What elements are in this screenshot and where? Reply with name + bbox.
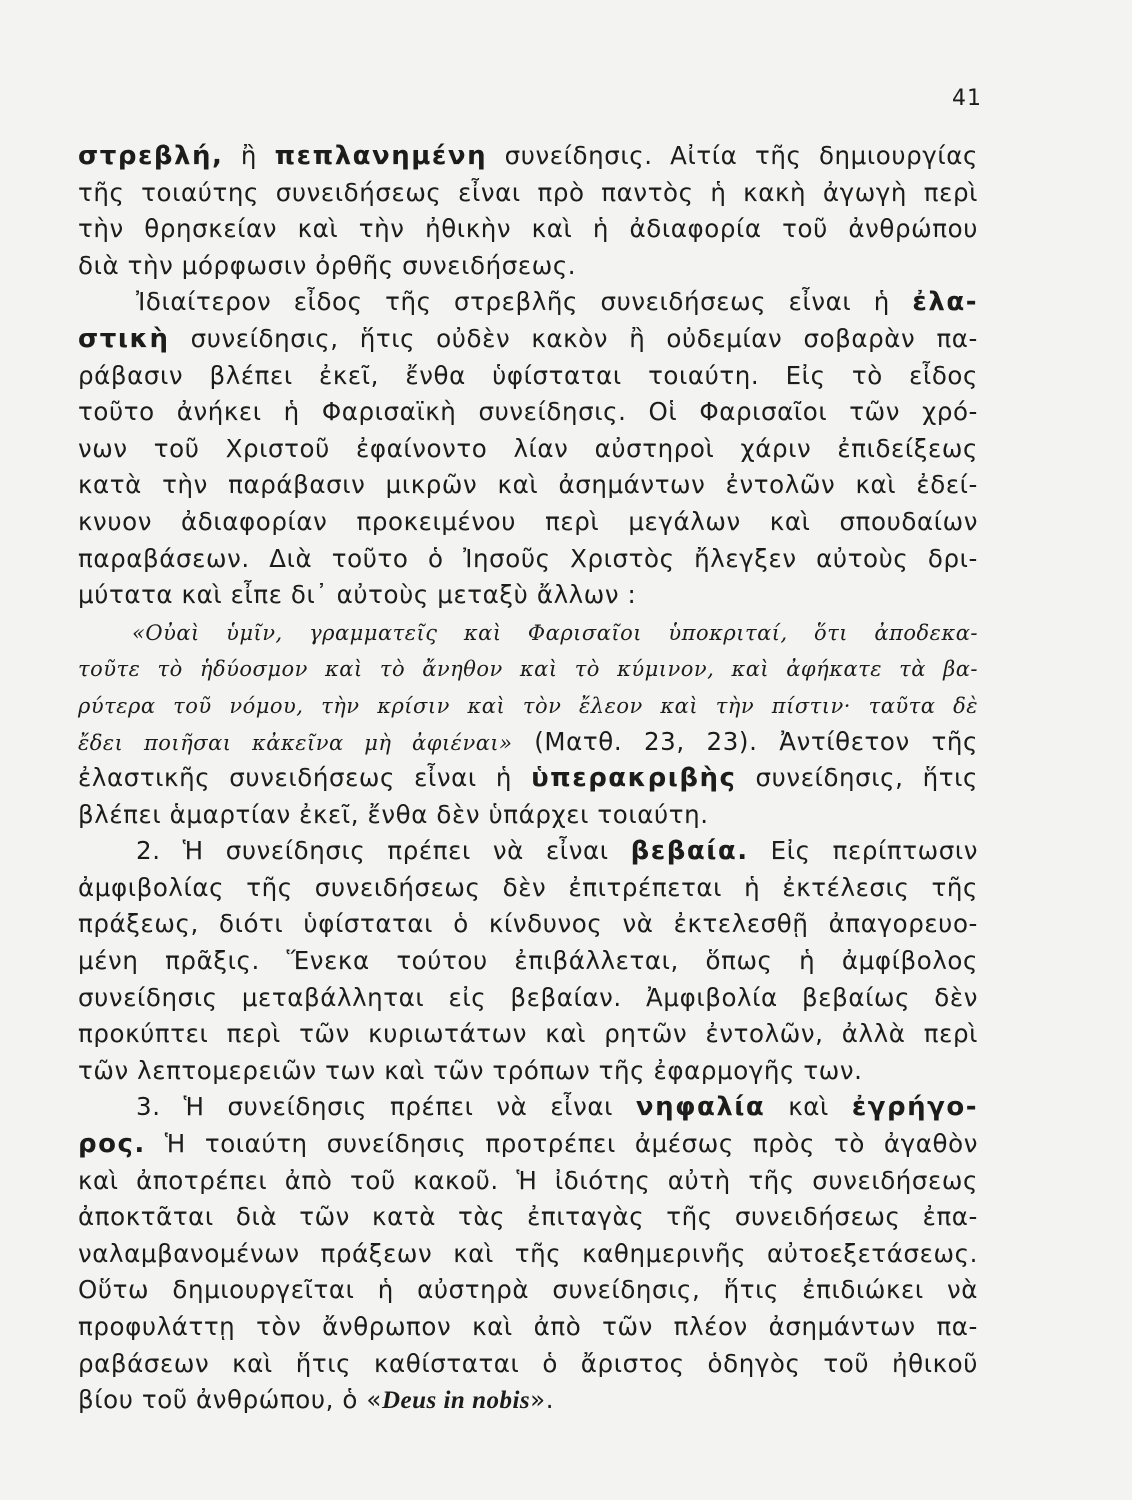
text-span: κνυον ἀδιαφορίαν προκειμένου περὶ μεγάλων καὶ σπουδαίων — [78, 506, 978, 536]
quotation-text: τοῦτε τὸ ἡδύοσμον καὶ τὸ ἄνηθον καὶ τὸ κύμινον, καὶ ἀφήκατε τὰ βα- — [78, 657, 978, 682]
bold-term: ὑπερακριβὴς — [531, 763, 737, 794]
quotation-text: ρύτερα τοῦ νόμου, τὴν κρίσιν καὶ τὸν ἔλεον καὶ τὴν πίστιν· ταῦτα δὲ — [78, 693, 978, 718]
text-line — [78, 1199, 978, 1236]
text-line — [78, 833, 978, 870]
text-line — [78, 358, 978, 395]
text-line — [78, 980, 978, 1017]
body-text — [78, 138, 978, 1419]
text-line — [78, 724, 978, 761]
text-line — [78, 1053, 978, 1090]
quotation-text: ἔδει ποιῆσαι κἀκεῖνα μὴ ἀφιέναι» — [78, 730, 513, 755]
text-line — [78, 248, 978, 285]
text-line — [78, 1309, 978, 1346]
text-line — [78, 431, 978, 468]
text-line — [78, 1236, 978, 1273]
text-span: προφυλάττῃ τὸν ἄνθρωπον καὶ ἀπὸ τῶν πλέον ἀσημάντων πα- — [78, 1312, 978, 1341]
text-span: ἀμφιβολίας τῆς συνειδήσεως δὲν ἐπιτρέπεται ἡ ἐκτέλεσις τῆς — [78, 872, 978, 902]
page-number: 41 — [952, 86, 982, 111]
text-line — [78, 541, 978, 578]
text-span: διὰ τὴν μόρφωσιν ὀρθῆς συνειδήσεως. — [78, 250, 577, 280]
text-span: 2. Ἡ συνείδησις πρέπει νὰ εἶναι — [136, 836, 631, 866]
text-line — [78, 1382, 978, 1419]
text-span: 3. Ἡ συνείδησις πρέπει νὰ εἶναι — [136, 1092, 636, 1122]
text-line — [78, 906, 978, 943]
text-line — [78, 870, 978, 907]
text-line — [78, 1163, 978, 1200]
bold-term: νηφαλία — [635, 1092, 766, 1123]
latin-phrase: Deus in nobis — [381, 1387, 531, 1415]
text-span: Οὕτω δημιουργεῖται ἡ αὐστηρὰ συνείδησις, ἥτις ἐπιδιώκει νὰ — [78, 1275, 978, 1305]
text-span: μένη πρᾶξις. Ἕνεκα τούτου ἐπιβάλλεται, ὅπως ἡ ἀμφίβολος — [78, 946, 978, 976]
text-span: συνείδησις. Αἰτία τῆς δημιουργίας — [487, 141, 978, 170]
text-line — [78, 467, 978, 504]
text-span: ναλαμβανομένων πράξεων καὶ τῆς καθημερινῆς αὐτοεξετάσεως. — [78, 1238, 978, 1268]
text-span: τὴν θρησκείαν καὶ τὴν ἠθικὴν καὶ ἡ ἀδιαφορία τοῦ ἀνθρώπου — [78, 214, 978, 244]
bold-term: στρεβλή, — [78, 141, 224, 171]
text-span: πράξεως, διότι ὑφίσταται ὁ κίνδυνος νὰ ἐκτελεσθῇ ἀπαγορευο- — [78, 909, 978, 939]
text-span: συνείδησις, ἥτις οὐδὲν κακὸν ἢ οὐδεμίαν σοβαρὰν πα- — [169, 323, 978, 353]
text-span: ἐλαστικῆς συνειδήσεως εἶναι ἡ — [78, 763, 532, 793]
text-span: (Ματθ. 23, 23). Ἀντίθετον τῆς — [512, 726, 978, 756]
text-line — [78, 687, 978, 724]
text-line — [78, 577, 978, 614]
text-span: συνείδησις, ἥτις — [736, 763, 978, 793]
text-span: τῆς τοιαύτης συνειδήσεως εἶναι πρὸ παντὸς ἡ κακὴ ἀγωγὴ περὶ — [78, 177, 978, 207]
text-span: ». — [530, 1385, 555, 1415]
quotation-text: «Οὐαὶ ὑμῖν, γραμματεῖς καὶ Φαρισαῖοι ὑποκριταί, ὅτι ἀποδεκα- — [132, 620, 978, 645]
text-span: βλέπει ἁμαρτίαν ἐκεῖ, ἔνθα δὲν ὑπάρχει τοιαύτη. — [78, 799, 709, 829]
text-line — [78, 943, 978, 980]
text-span: ἢ — [223, 141, 275, 170]
text-span: βίου τοῦ ἀνθρώπου, ὁ « — [78, 1385, 382, 1415]
text-line — [78, 504, 978, 541]
bold-term: πεπλανημένη — [274, 141, 488, 171]
text-span: τῶν λεπτομερειῶν των καὶ τῶν τρόπων τῆς ἐφαρμογῆς των. — [78, 1055, 863, 1085]
text-line — [78, 1126, 978, 1163]
text-span: Ἰδιαίτερον εἶδος τῆς στρεβλῆς συνειδήσεως εἶναι ἡ — [136, 287, 913, 317]
text-span: νων τοῦ Χριστοῦ ἐφαίνοντο λίαν αὐστηροὶ χάριν ἐπιδείξεως — [78, 433, 978, 463]
text-line — [78, 797, 978, 834]
text-line — [78, 760, 978, 797]
text-span: προκύπτει περὶ τῶν κυριωτάτων καὶ ρητῶν ἐντολῶν, ἀλλὰ περὶ — [78, 1019, 978, 1049]
text-line — [78, 138, 978, 175]
bold-term: στικὴ — [78, 323, 170, 354]
text-line — [78, 211, 978, 248]
text-span: Εἰς περίπτωσιν — [748, 836, 978, 866]
text-span: τοῦτο ἀνήκει ἡ Φαρισαϊκὴ συνείδησις. Οἱ Φαρισαῖοι τῶν χρό- — [78, 397, 978, 427]
text-line — [78, 1016, 978, 1053]
text-line — [78, 284, 978, 321]
text-span: ραβάσεων καὶ ἥτις καθίσταται ὁ ἄριστος ὁδηγὸς τοῦ ἠθικοῦ — [78, 1348, 978, 1378]
bold-term: βεβαία. — [630, 836, 749, 867]
bold-term: ἐγρήγο- — [851, 1092, 978, 1123]
bold-term: ρος. — [78, 1129, 146, 1160]
text-span: Ἡ τοιαύτη συνείδησις προτρέπει ἀμέσως πρὸς τὸ ἀγαθὸν — [145, 1129, 978, 1159]
text-span: ἀποκτᾶται διὰ τῶν κατὰ τὰς ἐπιταγὰς τῆς συνειδήσεως ἐπα- — [78, 1202, 978, 1232]
text-line — [78, 1089, 978, 1126]
text-span: καὶ ἀποτρέπει ἀπὸ τοῦ κακοῦ. Ἡ ἰδιότης αὐτὴ τῆς συνειδήσεως — [78, 1165, 978, 1195]
text-line — [78, 650, 978, 687]
text-span: μύτατα καὶ εἶπε δι᾿ αὐτοὺς μεταξὺ ἄλλων : — [78, 580, 637, 610]
text-line — [78, 394, 978, 431]
text-span: καὶ — [765, 1092, 852, 1122]
text-line — [78, 175, 978, 212]
text-line — [78, 1346, 978, 1383]
text-line — [78, 1272, 978, 1309]
bold-term: ἐλα- — [912, 287, 978, 318]
text-line — [78, 614, 978, 651]
text-span: κατὰ τὴν παράβασιν μικρῶν καὶ ἀσημάντων ἐντολῶν καὶ ἐδεί- — [78, 470, 978, 500]
text-span: συνείδησις μεταβάλληται εἰς βεβαίαν. Ἀμφιβολία βεβαίως δὲν — [78, 982, 978, 1012]
text-span: παραβάσεων. Διὰ τοῦτο ὁ Ἰησοῦς Χριστὸς ἤλεγξεν αὐτοὺς δρι- — [78, 543, 978, 573]
text-line — [78, 321, 978, 358]
text-span: ράβασιν βλέπει ἐκεῖ, ἔνθα ὑφίσταται τοιαύτη. Εἰς τὸ εἶδος — [78, 360, 978, 390]
